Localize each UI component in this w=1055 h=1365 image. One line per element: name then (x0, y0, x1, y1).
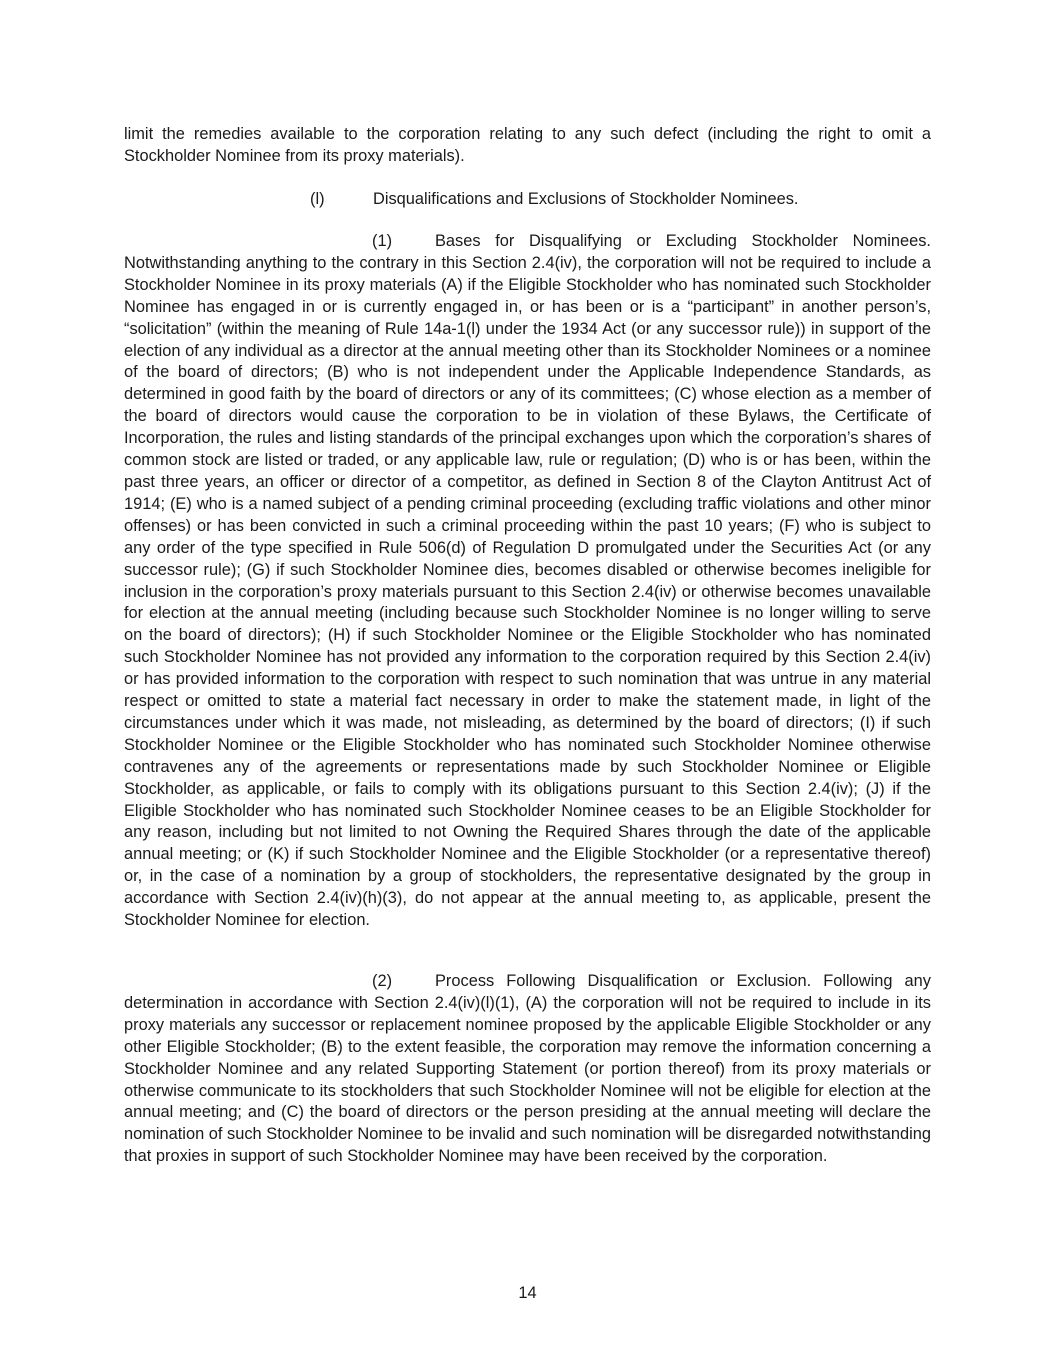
paragraph-1-text: Notwithstanding anything to the contrary in this Section 2.4(iv), the corporation will not be required to include a Stockholder Nominee in its proxy materials (A) if the Eligible Stockholder who has nominated such Stockholder Nominee has engaged in or is currently engaged in, or has been or is a “participant” in another person’s, “solicitation” (within the meaning of Rule 14a-1(l) under the 1934 Act (or any successor rule)) in support of the election of any individual as a director at the annual meeting other than its Stockholder Nominees or a nominee of the board of directors; (B) who is not independent under the Applicable Independence Standards, as determined in good faith by the board of directors or any of its committees; (C) whose election as a member of the board of directors would cause the corporation to be in violation of these Bylaws, the Certificate of Incorporation, the rules and listing standards of the principal exchanges upon which the corporation’s shares of common stock are listed or traded, or any applicable law, rule or regulation; (D) who is or has been, within the past three years, an officer or director of a competitor, as defined in Section 8 of the Clayton Antitrust Act of 1914; (E) who is a named subject of a pending criminal proceeding (excluding traffic violations and other minor offenses) or has been convicted in such a criminal proceeding within the past 10 years; (F) who is subject to any order of the type specified in Rule 506(d) of Regulation D promulgated under the Securities Act (or any successor rule); (G) if such Stockholder Nominee dies, becomes disabled or otherwise becomes ineligible for inclusion in the corporation’s proxy materials pursuant to this Section 2.4(iv) or otherwise becomes unavailable for election at the annual meeting (including because such Stockholder Nominee is no longer willing to serve on the board of directors); (H) if such Stockholder Nominee or the Eligible Stockholder who has nominated such Stockholder Nominee has not provided any information to the corporation required by this Section 2.4(iv) or has provided information to the corporation with respect to such nomination that was untrue in any material respect or omitted to state a material fact necessary in order to make the statement made, in light of the circumstances under which it was made, not misleading, as determined by the board of directors; (I) if such Stockholder Nominee or the Eligible Stockholder who has nominated such Stockholder Nominee otherwise contravenes any of the agreements or representations made by such Stockholder Nominee or Eligible Stockholder, as applicable, or fails to comply with its obligations pursuant to this Section 2.4(iv); (J) if the Eligible Stockholder who has nominated such Stockholder Nominee ceases to be an Eligible Stockholder for any reason, including but not limited to not Owning the Required Shares through the date of the applicable annual meeting; or (K) if such Stockholder Nominee and the Eligible Stockholder (or a representative thereof) or, in the case of a nomination by a group of stockholders, the representative designated by the group in accordance with Section 2.4(iv)(h)(3), do not appear at the annual meeting to, as applicable, present the Stockholder Nominee for election. (124, 253, 931, 930)
paragraph-2-number: (2) (372, 972, 393, 990)
section-l-number: (l) (310, 190, 325, 208)
paragraph-1 (124, 231, 931, 932)
paragraph-2-heading: Process Following Disqualification or Exclusion. (435, 972, 812, 990)
section-l-title: Disqualifications and Exclusions of Stockholder Nominees. (373, 190, 799, 208)
paragraph-2 (124, 971, 931, 1168)
section-l-heading (310, 188, 798, 210)
paragraph-1-heading: Bases for Disqualifying or Excluding Stockholder Nominees. (435, 232, 931, 250)
intro-text: limit the remedies available to the corporation relating to any such defect (including the right to omit a Stockholder Nominee from its proxy materials). (124, 125, 931, 165)
paragraph-1-number: (1) (372, 232, 393, 250)
page-number: 14 (518, 1284, 537, 1302)
paragraph-2-text: Following any determination in accordance with Section 2.4(iv)(l)(1), (A) the corporation will not be required to include in its proxy materials any successor or replacement nominee proposed by the applicable Eligible Stockholder or any other Eligible Stockholder; (B) to the extent feasible, the corporation may remove the information concerning a Stockholder Nominee and any related Supporting Statement (or portion thereof) from its proxy materials or otherwise communicate to its stockholders that such Stockholder Nominee will not be eligible for election at the annual meeting; and (C) the board of directors or the person presiding at the annual meeting will declare the nomination of such Stockholder Nominee to be invalid and such nomination will be disregarded notwithstanding that proxies in support of such Stockholder Nominee may have been received by the corporation. (124, 972, 931, 1166)
intro-paragraph (124, 124, 931, 168)
